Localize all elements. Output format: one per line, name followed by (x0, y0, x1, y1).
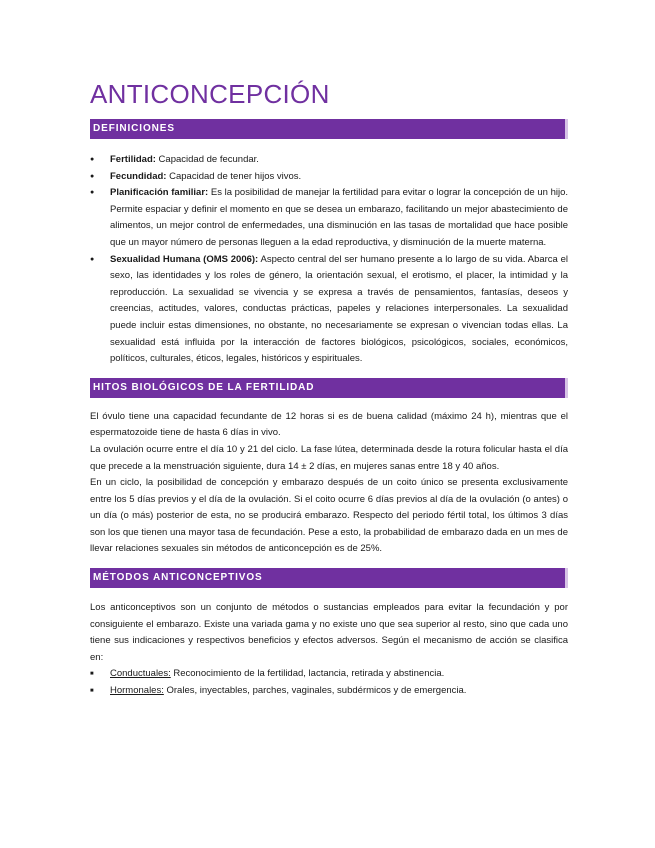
definition-text: Es la posibilidad de manejar la fertilidad para evitar o lograr la concepción de un hijo. Permite espaciar y definir el momento en que se desea un embarazo, facilitando un mejor abastecimiento de alimentos, un mejor control de enfermedades, una disminución en las tasas de mortalidad que hace posible que un mayor número de personas lleguen a la edad reproductiva, y disminución de la muerte materna. (110, 187, 568, 248)
methods-list (90, 666, 568, 699)
list-item (90, 185, 568, 251)
definition-term: Sexualidad Humana (OMS 2006): (110, 253, 259, 265)
section-heading-hitos: HITOS BIOLÓGICOS DE LA FERTILIDAD (90, 378, 568, 398)
list-item (90, 666, 568, 683)
list-item (90, 252, 568, 368)
method-text: Orales, inyectables, parches, vaginales, subdérmicos y de emergencia. (163, 685, 467, 697)
definition-text: Capacidad de tener hijos vivos. (166, 170, 302, 182)
definition-text: Aspecto central del ser humano presente a lo largo de su vida. Abarca el sexo, las identidades y los roles de género, la orientación sexual, el erotismo, el placer, la intimidad y la reproducción. La sexualidad se vivencia y se expresa a través de pensamientos, fantasías, deseos y creencias, actitudes, valores, conductas prácticas, papeles y relaciones interpersonales. La sexualidad puede incluir estas dimensiones, no obstante, no necesariamente se expresan o vivencian todas ellas. La sexualidad está influida por la interacción de factores biológicos, psicológicos, sociales, económicos, políticos, culturales, éticos, legales, históricos y espirituales. (110, 253, 568, 365)
definition-text: Capacidad de fecundar. (155, 154, 259, 165)
paragraph: Los anticonceptivos son un conjunto de métodos o sustancias empleados para evitar la fecundación y por consiguiente el embarazo. Existe una variada gama y no existe uno que sea superior al resto, sino que cada uno tiene sus indicaciones y respectivos beneficios y efectos adversos. Según el mecanismo de acción se clasifica en: (90, 602, 568, 663)
list-item (90, 169, 568, 186)
page-title: ANTICONCEPCIÓN (90, 79, 330, 109)
method-term: Hormonales: (110, 685, 164, 697)
section-heading-metodos: MÉTODOS ANTICONCEPTIVOS (90, 568, 568, 588)
definition-term: Fecundidad: (110, 170, 167, 182)
hitos-body (90, 409, 568, 558)
list-item (90, 152, 568, 169)
list-item (90, 683, 568, 700)
definition-term: Planificación familiar: (110, 187, 209, 199)
paragraph: La ovulación ocurre entre el día 10 y 21 del ciclo. La fase lútea, determinada desde la rotura folicular hasta el día que precede a la menstruación siguiente, dura 14 ± 2 días, en mujeres sanas entre 18 y 40 años. (90, 443, 568, 472)
metodos-body (90, 600, 568, 700)
method-text: Reconocimiento de la fertilidad, lactancia, retirada y abstinencia. (170, 668, 445, 680)
definitions-list (90, 152, 568, 368)
document-content (90, 78, 568, 700)
section-heading-definiciones: DEFINICIONES (90, 119, 568, 139)
method-term: Conductuales: (110, 668, 171, 680)
paragraph: El óvulo tiene una capacidad fecundante de 12 horas si es de buena calidad (máximo 24 h), mientras que el espermatozoide tiene de hasta 6 días in vivo. (90, 410, 568, 439)
definition-term: Fertilidad: (110, 154, 156, 165)
paragraph: En un ciclo, la posibilidad de concepción y embarazo después de un coito único se presenta exclusivamente entre los 5 días previos y el día de la ovulación. Si el coito ocurre 6 días previos al día de la ovulación (o antes) o un día (o más) posterior de esta, no se producirá embarazo. Respecto del periodo fértil total, los últimos 3 días son los que tienen una mayor tasa de fecundación. Pese a esto, la probabilidad de embarazo dada en un mes de llevar relaciones sexuales sin métodos de anticoncepción es de 25%. (90, 477, 568, 555)
